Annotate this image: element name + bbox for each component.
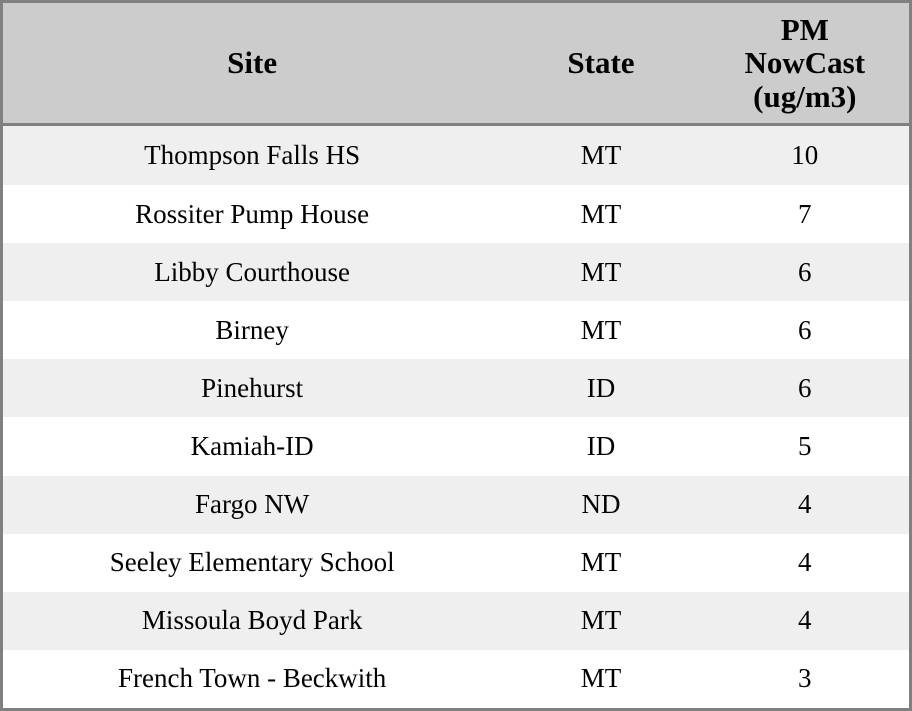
column-header-pm-nowcast-line-3: (ug/m3) — [753, 78, 857, 114]
cell-pm-nowcast: 10 — [701, 125, 909, 185]
cell-state: MT — [501, 185, 700, 243]
pm-nowcast-table — [3, 3, 909, 708]
cell-state: MT — [501, 125, 700, 185]
column-header-site-line-1: Site — [227, 45, 278, 81]
table-body — [3, 125, 909, 708]
cell-site: Birney — [3, 301, 501, 359]
table-header — [3, 3, 909, 125]
cell-state: ID — [501, 359, 700, 417]
cell-site: Thompson Falls HS — [3, 125, 501, 185]
cell-state: MT — [501, 243, 700, 301]
cell-state: MT — [501, 301, 700, 359]
table-row — [3, 592, 909, 650]
table-row — [3, 534, 909, 592]
table-row — [3, 359, 909, 417]
cell-site: Rossiter Pump House — [3, 185, 501, 243]
column-header-pm-nowcast — [701, 3, 909, 125]
cell-site: French Town - Beckwith — [3, 650, 501, 708]
cell-pm-nowcast: 5 — [701, 417, 909, 475]
table-row — [3, 301, 909, 359]
table-header-row — [3, 3, 909, 125]
table-row — [3, 476, 909, 534]
cell-pm-nowcast: 7 — [701, 185, 909, 243]
cell-site: Pinehurst — [3, 359, 501, 417]
table-row — [3, 417, 909, 475]
cell-site: Fargo NW — [3, 476, 501, 534]
cell-pm-nowcast: 3 — [701, 650, 909, 708]
cell-pm-nowcast: 4 — [701, 592, 909, 650]
cell-pm-nowcast: 6 — [701, 243, 909, 301]
table-row — [3, 243, 909, 301]
column-header-state — [501, 3, 700, 125]
cell-state: MT — [501, 592, 700, 650]
column-header-pm-nowcast-line-2: NowCast — [744, 45, 866, 81]
cell-pm-nowcast: 6 — [701, 359, 909, 417]
column-header-site — [3, 3, 501, 125]
cell-state: ND — [501, 476, 700, 534]
cell-pm-nowcast: 4 — [701, 476, 909, 534]
cell-state: MT — [501, 650, 700, 708]
cell-site: Libby Courthouse — [3, 243, 501, 301]
table-row — [3, 185, 909, 243]
table-row — [3, 650, 909, 708]
cell-site: Seeley Elementary School — [3, 534, 501, 592]
column-header-state-line-1: State — [567, 45, 635, 81]
cell-state: MT — [501, 534, 700, 592]
cell-site: Kamiah-ID — [3, 417, 501, 475]
cell-site: Missoula Boyd Park — [3, 592, 501, 650]
cell-pm-nowcast: 4 — [701, 534, 909, 592]
cell-pm-nowcast: 6 — [701, 301, 909, 359]
column-header-pm-nowcast-line-1: PM — [780, 12, 829, 47]
cell-state: ID — [501, 417, 700, 475]
table-row — [3, 125, 909, 185]
